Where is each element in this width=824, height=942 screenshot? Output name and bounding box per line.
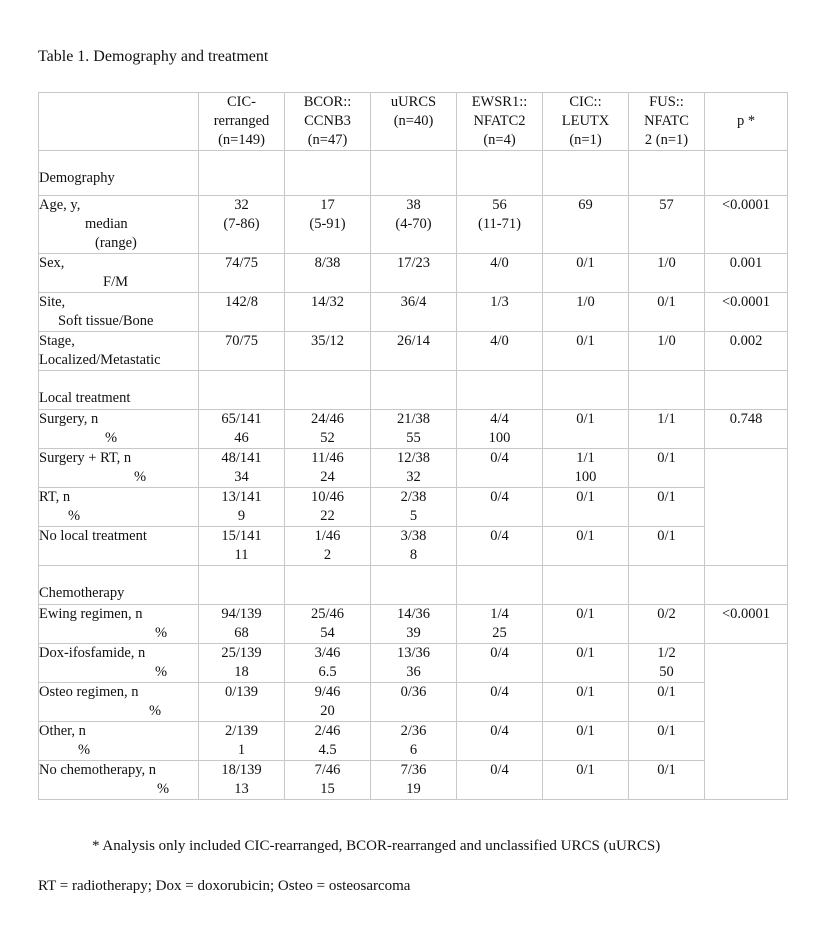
table-cell: [371, 371, 457, 410]
cell-line: Stage,: [39, 333, 75, 349]
cell-fus: 0/2: [629, 605, 705, 644]
cell-line: [39, 371, 198, 389]
cell-bcor: [285, 683, 371, 722]
table-cell: [285, 151, 371, 196]
header-uurcs: [371, 93, 457, 151]
cell-ewsr1: 0/4: [457, 644, 543, 683]
cell-bcor: [285, 449, 371, 488]
cell-cic: [199, 761, 285, 800]
cell-line: 13: [234, 781, 249, 797]
cell-uurcs: 36/4: [371, 293, 457, 332]
cell-line: 17: [320, 197, 335, 213]
cell-line: Surgery + RT, n: [39, 450, 132, 466]
cell-line: 6: [409, 742, 418, 758]
cell-uurcs: [371, 527, 457, 566]
cell-bcor: [285, 722, 371, 761]
cell-line: Surgery, n: [39, 411, 99, 427]
cell-line: 1/1: [576, 450, 595, 466]
cell-line: Chemotherapy: [39, 585, 125, 601]
cell-uurcs: [371, 449, 457, 488]
cell-line: 34: [234, 469, 249, 485]
header-row: [39, 93, 788, 151]
cell-ewsr1: 0/4: [457, 722, 543, 761]
cell-line: %: [105, 430, 118, 446]
cell-line: %: [134, 469, 147, 485]
cell-cic-leutx: 0/1: [543, 722, 629, 761]
cell-line: 56: [492, 197, 507, 213]
row-label: [39, 196, 199, 254]
cell-line: 1/4: [490, 606, 509, 622]
cell-line: [39, 151, 198, 169]
cell-cic: [199, 722, 285, 761]
table-cell: [199, 151, 285, 196]
cell-line: 46: [234, 430, 249, 446]
cell-line: 68: [234, 625, 249, 641]
table-cell: [371, 151, 457, 196]
cell-ewsr1: 4/0: [457, 332, 543, 371]
cell-cic: [199, 196, 285, 254]
header-cic-rearranged: [199, 93, 285, 151]
row-label: [39, 449, 199, 488]
table-footnote: * Analysis only included CIC-rearranged, BCOR-rearranged and unclassified URCS (uURCS): [92, 838, 661, 854]
table-cell: [199, 371, 285, 410]
table-cell: [543, 566, 629, 605]
cell-line: 6.5: [318, 664, 337, 680]
cell-line: 25/139: [221, 645, 262, 661]
table-cell: [629, 371, 705, 410]
cell-line: %: [155, 664, 168, 680]
cell-line: F/M: [103, 274, 128, 290]
cell-fus: [629, 644, 705, 683]
cell-line: 94/139: [221, 606, 262, 622]
cell-cic: [199, 410, 285, 449]
cell-line: Osteo regimen, n: [39, 684, 139, 700]
table-row-ewing-regimen: [39, 605, 788, 644]
header-cic-leutx: [543, 93, 629, 151]
header-bcor-ccnb3: [285, 93, 371, 151]
table-row-sex: [39, 254, 788, 293]
cell-cic: 74/75: [199, 254, 285, 293]
table-row-no-local-treatment: [39, 527, 788, 566]
cell-fus: 0/1: [629, 761, 705, 800]
table-caption: Table 1. Demography and treatment: [38, 48, 269, 65]
table-row-dox-ifosfamide: [39, 644, 788, 683]
cell-ewsr1: [457, 605, 543, 644]
cell-line: LEUTX: [561, 113, 610, 129]
demography-treatment-table: [38, 92, 788, 800]
cell-line: (4-70): [395, 216, 432, 232]
cell-line: 14/36: [396, 606, 431, 622]
header-empty-cell: [39, 93, 199, 151]
cell-line: (n=149): [218, 132, 265, 148]
cell-line: FUS::: [649, 94, 684, 110]
cell-cic-leutx: 1/0: [543, 293, 629, 332]
cell-line: 65/141: [221, 411, 262, 427]
cell-cic: [199, 644, 285, 683]
table-cell: [285, 371, 371, 410]
row-label: [39, 605, 199, 644]
cell-line: 48/141: [221, 450, 262, 466]
cell-line: 13/36: [396, 645, 431, 661]
cell-line: CCNB3: [304, 113, 351, 129]
table-cell: [457, 151, 543, 196]
cell-line: 54: [320, 625, 335, 641]
cell-p-empty: [705, 449, 788, 566]
cell-line: CIC-: [227, 94, 256, 110]
cell-line: 7/46: [314, 762, 341, 778]
row-label: [39, 683, 199, 722]
table-cell: [457, 566, 543, 605]
cell-fus: 1/0: [629, 332, 705, 371]
cell-uurcs: [371, 761, 457, 800]
cell-ewsr1: 0/4: [457, 488, 543, 527]
cell-line: %: [78, 742, 91, 758]
cell-fus: 0/1: [629, 488, 705, 527]
cell-fus: 1/1: [629, 410, 705, 449]
table-row-site: [39, 293, 788, 332]
cell-line: %: [68, 508, 81, 524]
cell-line: 15/141: [221, 528, 262, 544]
cell-line: 24: [320, 469, 335, 485]
cell-line: No local treatment: [39, 528, 147, 544]
cell-line: 12/38: [396, 450, 431, 466]
cell-cic-leutx: 0/1: [543, 488, 629, 527]
cell-cic: [199, 449, 285, 488]
cell-line: median: [85, 216, 128, 232]
cell-bcor: [285, 196, 371, 254]
cell-bcor: [285, 761, 371, 800]
cell-line: 32: [406, 469, 421, 485]
cell-line: 2 (n=1): [644, 132, 689, 148]
abbreviations-note: RT = radiotherapy; Dox = doxorubicin; Osteo = osteosarcoma: [38, 878, 411, 894]
cell-line: %: [157, 781, 170, 797]
table-cell: [199, 566, 285, 605]
cell-line: 11/46: [311, 450, 344, 466]
cell-line: CIC::: [569, 94, 602, 110]
cell-uurcs: [371, 410, 457, 449]
cell-line: Site,: [39, 294, 66, 310]
cell-line: 4/4: [490, 411, 509, 427]
cell-fus: 57: [629, 196, 705, 254]
cell-line: 36: [406, 664, 421, 680]
cell-line: 55: [406, 430, 421, 446]
table-cell: [629, 151, 705, 196]
cell-line: 25: [492, 625, 507, 641]
cell-line: 38: [406, 197, 421, 213]
cell-line: RT, n: [39, 489, 71, 505]
cell-cic-leutx: 0/1: [543, 683, 629, 722]
cell-line: p *: [736, 113, 756, 129]
section-label: [39, 371, 199, 410]
cell-line: 3/38: [400, 528, 427, 544]
cell-line: Other, n: [39, 723, 86, 739]
cell-line: 2/139: [224, 723, 259, 739]
cell-line: 3/46: [314, 645, 341, 661]
table-row-rt: [39, 488, 788, 527]
cell-line: 22: [320, 508, 335, 524]
cell-cic-leutx: 0/1: [543, 254, 629, 293]
cell-cic: [199, 605, 285, 644]
cell-cic-leutx: 0/1: [543, 761, 629, 800]
cell-uurcs: 26/14: [371, 332, 457, 371]
cell-cic: 142/8: [199, 293, 285, 332]
cell-line: Demography: [39, 170, 115, 186]
cell-line: Dox-ifosfamide, n: [39, 645, 146, 661]
cell-p: <0.0001: [705, 196, 788, 254]
row-label: [39, 332, 199, 371]
table-cell: [285, 566, 371, 605]
table-cell: [705, 566, 788, 605]
row-label: [39, 410, 199, 449]
table-row-surgery-rt: [39, 449, 788, 488]
table-cell: [543, 151, 629, 196]
cell-fus: 0/1: [629, 449, 705, 488]
cell-line: 100: [488, 430, 511, 446]
cell-uurcs: [371, 722, 457, 761]
cell-line: Soft tissue/Bone: [58, 313, 154, 329]
cell-line: 1/46: [314, 528, 341, 544]
row-label: [39, 722, 199, 761]
cell-line: 4.5: [318, 742, 337, 758]
cell-bcor: [285, 605, 371, 644]
cell-line: NFATC2: [473, 113, 526, 129]
table-cell: [629, 566, 705, 605]
cell-bcor: 14/32: [285, 293, 371, 332]
cell-line: 50: [659, 664, 674, 680]
cell-line: (5-91): [309, 216, 346, 232]
cell-bcor: [285, 488, 371, 527]
cell-line: NFATC: [644, 113, 689, 129]
cell-line: 11: [234, 547, 249, 563]
table-cell: [371, 566, 457, 605]
cell-line: Localized/Metastatic: [39, 352, 161, 368]
cell-line: No chemotherapy, n: [39, 762, 157, 778]
cell-line: 32: [234, 197, 249, 213]
cell-line: 18/139: [221, 762, 262, 778]
cell-line: (7-86): [223, 216, 260, 232]
cell-cic: 0/139: [199, 683, 285, 722]
cell-line: 21/38: [396, 411, 431, 427]
cell-line: EWSR1::: [471, 94, 528, 110]
table-row-age: [39, 196, 788, 254]
cell-cic-leutx: 0/1: [543, 410, 629, 449]
cell-fus: 0/1: [629, 293, 705, 332]
cell-cic: [199, 488, 285, 527]
cell-line: 2/46: [314, 723, 341, 739]
cell-line: 2/36: [400, 723, 427, 739]
cell-ewsr1: 4/0: [457, 254, 543, 293]
cell-cic: [199, 527, 285, 566]
row-label: [39, 254, 199, 293]
cell-line: 39: [406, 625, 421, 641]
cell-ewsr1: [457, 410, 543, 449]
cell-cic-leutx: 0/1: [543, 605, 629, 644]
table-cell: [705, 371, 788, 410]
cell-line: 9: [237, 508, 246, 524]
cell-line: 18: [234, 664, 249, 680]
cell-fus: 1/0: [629, 254, 705, 293]
header-ewsr1-nfatc2: [457, 93, 543, 151]
cell-p: 0.002: [705, 332, 788, 371]
cell-line: 25/46: [310, 606, 345, 622]
cell-line: Age, y,: [39, 197, 81, 213]
cell-line: Local treatment: [39, 390, 131, 406]
cell-ewsr1: 0/4: [457, 527, 543, 566]
cell-line: 20: [320, 703, 335, 719]
cell-ewsr1: 1/3: [457, 293, 543, 332]
cell-uurcs: 0/36: [371, 683, 457, 722]
cell-bcor: 8/38: [285, 254, 371, 293]
cell-bcor: 35/12: [285, 332, 371, 371]
cell-line: 15: [320, 781, 335, 797]
cell-line: 1: [237, 742, 246, 758]
cell-line: 2: [323, 547, 332, 563]
table-row-stage: [39, 332, 788, 371]
cell-line: (n=4): [483, 132, 516, 148]
cell-line: 9/46: [314, 684, 341, 700]
row-label: [39, 761, 199, 800]
cell-line: (n=1): [569, 132, 602, 148]
cell-ewsr1: [457, 196, 543, 254]
cell-ewsr1: 0/4: [457, 449, 543, 488]
cell-line: 7/36: [400, 762, 427, 778]
cell-line: 19: [406, 781, 421, 797]
cell-ewsr1: 0/4: [457, 761, 543, 800]
header-p-value: [705, 93, 788, 151]
cell-line: %: [155, 625, 168, 641]
cell-uurcs: [371, 196, 457, 254]
section-chemotherapy: [39, 566, 788, 605]
table-row-surgery: [39, 410, 788, 449]
cell-line: 5: [409, 508, 418, 524]
cell-line: 10/46: [310, 489, 345, 505]
cell-cic-leutx: 0/1: [543, 527, 629, 566]
cell-line: 1/2: [657, 645, 676, 661]
cell-line: Sex,: [39, 255, 65, 271]
cell-line: 100: [574, 469, 597, 485]
table-cell: [705, 151, 788, 196]
cell-p: 0.748: [705, 410, 788, 449]
cell-bcor: [285, 527, 371, 566]
cell-fus: 0/1: [629, 527, 705, 566]
cell-fus: 0/1: [629, 722, 705, 761]
cell-uurcs: [371, 488, 457, 527]
section-label: [39, 151, 199, 196]
table-row-no-chemotherapy: [39, 761, 788, 800]
cell-line: %: [149, 703, 162, 719]
cell-ewsr1: 0/4: [457, 683, 543, 722]
header-fus-nfatc2: [629, 93, 705, 151]
section-local-treatment: [39, 371, 788, 410]
cell-bcor: [285, 410, 371, 449]
cell-cic-leutx: [543, 449, 629, 488]
table-cell: [543, 371, 629, 410]
cell-p: 0.001: [705, 254, 788, 293]
section-demography: [39, 151, 788, 196]
cell-fus: 0/1: [629, 683, 705, 722]
cell-line: (11-71): [478, 216, 521, 232]
cell-cic-leutx: 0/1: [543, 332, 629, 371]
cell-line: BCOR::: [303, 94, 352, 110]
cell-line: (range): [95, 235, 137, 251]
cell-cic-leutx: 0/1: [543, 644, 629, 683]
cell-cic-leutx: 69: [543, 196, 629, 254]
cell-line: 8: [409, 547, 418, 563]
cell-line: [39, 566, 198, 584]
cell-line: 2/38: [400, 489, 427, 505]
cell-bcor: [285, 644, 371, 683]
table-row-osteo-regimen: [39, 683, 788, 722]
cell-p: <0.0001: [705, 605, 788, 644]
section-label: [39, 566, 199, 605]
cell-cic: 70/75: [199, 332, 285, 371]
cell-uurcs: [371, 644, 457, 683]
cell-uurcs: [371, 605, 457, 644]
cell-line: Ewing regimen, n: [39, 606, 143, 622]
cell-line: 52: [320, 430, 335, 446]
row-label: [39, 527, 199, 566]
cell-line: uURCS: [390, 94, 437, 110]
cell-line: rerranged: [213, 113, 270, 129]
row-label: [39, 293, 199, 332]
row-label: [39, 488, 199, 527]
table-row-other: [39, 722, 788, 761]
cell-p-empty: [705, 644, 788, 800]
cell-uurcs: 17/23: [371, 254, 457, 293]
table-cell: [457, 371, 543, 410]
row-label: [39, 644, 199, 683]
cell-line: 13/141: [221, 489, 262, 505]
cell-line: 24/46: [310, 411, 345, 427]
cell-p: <0.0001: [705, 293, 788, 332]
cell-line: (n=47): [307, 132, 348, 148]
cell-line: (n=40): [393, 113, 434, 129]
